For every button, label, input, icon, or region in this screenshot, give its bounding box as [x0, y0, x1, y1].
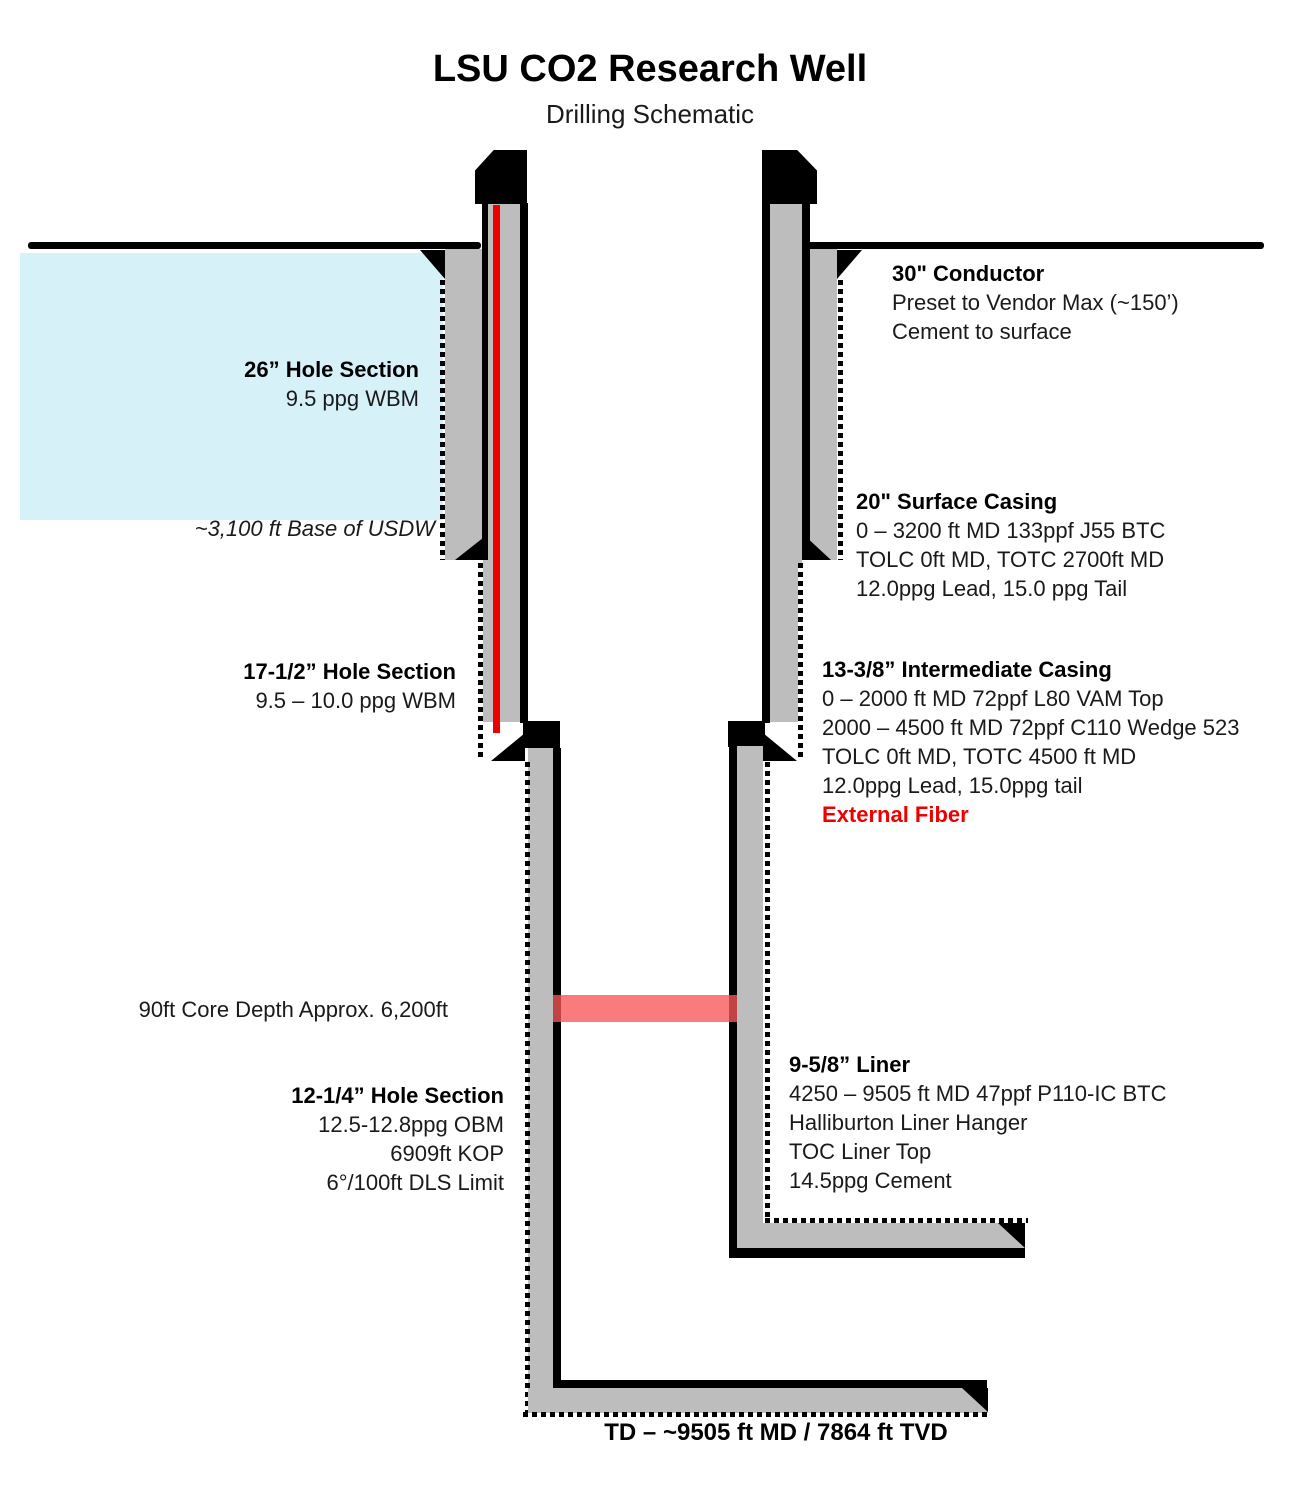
hole-17-label	[243, 657, 456, 715]
ground-line-left	[28, 242, 481, 249]
surface-casing-line: 0 – 3200 ft MD 133ppf J55 BTC	[856, 518, 1166, 543]
td-dotted-line	[523, 1412, 990, 1417]
intermediate-casing-line: 12.0ppg Lead, 15.0ppg tail	[822, 773, 1083, 798]
cement-dotted-line-left-lower	[525, 762, 530, 1412]
conductor-line: Cement to surface	[892, 319, 1072, 344]
usdw-base-label: ~3,100 ft Base of USDW	[194, 516, 435, 541]
hole-26-label	[244, 355, 419, 413]
wellhead-cap-right	[762, 150, 817, 204]
hole-12-line: 12.5-12.8ppg OBM	[318, 1112, 504, 1137]
liner-line: 14.5ppg Cement	[789, 1168, 952, 1193]
hole-12-line: 6°/100ft DLS Limit	[326, 1170, 504, 1195]
surface-casing-label	[856, 487, 1165, 603]
liner-foot-annulus	[737, 1223, 1025, 1248]
td-lateral-annulus	[528, 1388, 988, 1413]
hole-12-title: 12-1/4” Hole Section	[291, 1083, 504, 1108]
hole-12-line: 6909ft KOP	[390, 1141, 504, 1166]
surface-casing-line: TOLC 0ft MD, TOTC 2700ft MD	[856, 547, 1165, 572]
intermediate-casing-shoe-right	[763, 733, 797, 761]
external-fiber-line	[493, 205, 500, 733]
external-fiber-label: External Fiber	[822, 802, 969, 827]
casing-annulus-left-lower	[483, 560, 520, 722]
intermediate-casing-title: 13-3/8” Intermediate Casing	[822, 657, 1112, 682]
core-interval-bar	[553, 995, 737, 1022]
td-lateral-bore-line	[553, 1380, 987, 1388]
conductor-label	[892, 259, 1179, 346]
surface-casing-wall-right	[802, 203, 810, 560]
cement-dotted-line-left-upper	[440, 280, 445, 560]
hole-12-label	[291, 1081, 504, 1197]
liner-hanger-box-left	[523, 721, 560, 748]
intermediate-casing-label	[822, 655, 1239, 829]
surface-casing-line: 12.0ppg Lead, 15.0 ppg Tail	[856, 576, 1128, 601]
intermediate-casing-line: TOLC 0ft MD, TOTC 4500 ft MD	[822, 744, 1137, 769]
liner-line: Halliburton Liner Hanger	[789, 1110, 1028, 1135]
cement-dotted-line-right-lower	[765, 762, 770, 1222]
conductor-hanger-wedge-right	[837, 250, 862, 279]
liner-hanger-box-right	[728, 721, 765, 747]
liner-wall-left	[553, 748, 561, 1384]
casing-annulus-right-upper	[770, 203, 802, 563]
hole-26-title: 26” Hole Section	[244, 357, 419, 382]
page-title: LSU CO2 Research Well	[432, 48, 868, 90]
page-subtitle: Drilling Schematic	[545, 99, 755, 129]
liner-cement-right	[737, 746, 763, 1223]
liner-line: 4250 – 9505 ft MD 47ppf P110-IC BTC	[789, 1081, 1167, 1106]
td-label: TD – ~9505 ft MD / 7864 ft TVD	[604, 1419, 948, 1446]
casing-annulus-right-lower	[770, 560, 798, 722]
intermediate-casing-shoe-left	[491, 733, 525, 761]
intermediate-casing-line: 0 – 2000 ft MD 72ppf L80 VAM Top	[822, 686, 1164, 711]
surface-casing-wall-left	[482, 203, 488, 560]
intermediate-casing-line: 2000 – 4500 ft MD 72ppf C110 Wedge 523	[822, 715, 1240, 740]
liner-foot-bore-line	[729, 1248, 1025, 1258]
hole-26-line: 9.5 ppg WBM	[285, 386, 419, 411]
liner-cement-left	[528, 748, 553, 1412]
conductor-cement-left	[445, 249, 482, 560]
surface-casing-title: 20" Surface Casing	[856, 489, 1058, 514]
wellhead-cap-left	[475, 150, 527, 204]
hole-17-line: 9.5 – 10.0 ppg WBM	[255, 688, 456, 713]
intermediate-casing-wall-right	[762, 203, 770, 723]
hole-17-title: 17-1/2” Hole Section	[243, 659, 456, 684]
cement-dotted-line-left-mid	[478, 563, 483, 760]
liner-line: TOC Liner Top	[789, 1139, 932, 1164]
liner-title: 9-5/8” Liner	[789, 1052, 911, 1077]
conductor-cement-right	[810, 249, 837, 560]
liner-label	[789, 1050, 1166, 1195]
conductor-line: Preset to Vendor Max (~150’)	[892, 290, 1179, 315]
liner-foot-dotted-line	[765, 1218, 1028, 1223]
cement-dotted-line-right-upper	[838, 280, 843, 560]
conductor-title: 30" Conductor	[892, 261, 1045, 286]
ground-line-right	[806, 242, 1264, 249]
core-depth-label: 90ft Core Depth Approx. 6,200ft	[138, 997, 448, 1022]
cement-dotted-line-right-mid	[798, 563, 803, 760]
intermediate-casing-wall-left	[520, 203, 528, 723]
